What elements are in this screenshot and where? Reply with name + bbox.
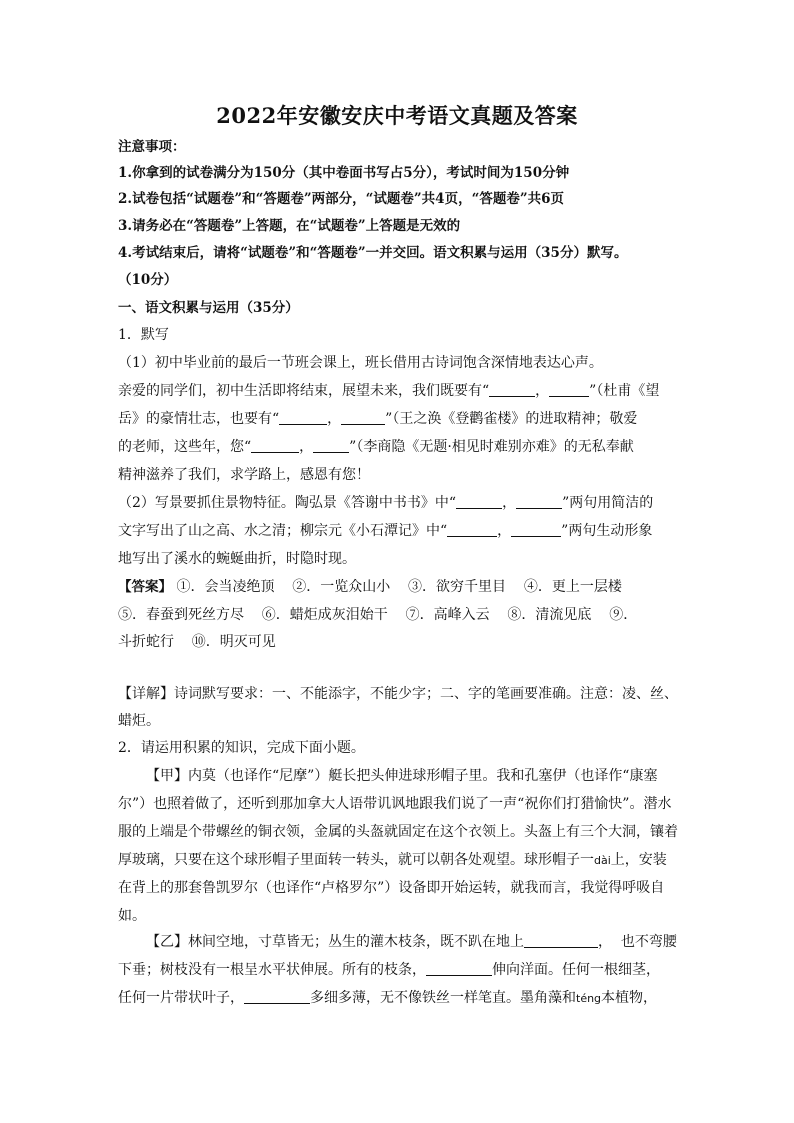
question-1-part-2-line-2: [118, 521, 678, 541]
note-3: 3.请务必在“答题卷”上答题，在“试题卷”上答题是无效的: [118, 218, 461, 234]
question-1-line-4: 精神滋养了我们，求学路上，感恩有您！: [118, 467, 370, 483]
section-heading: 一、语文积累与运用（35分）: [118, 300, 299, 316]
text: 亲爱的同学们，初中生活即将结束，展望未来，我们既要有“: [118, 383, 490, 399]
question-1-line-3: [118, 437, 678, 457]
answer-line-1: [118, 577, 678, 597]
text: 多细多薄，无不像铁丝一样笔直。墨角藻和: [310, 990, 576, 1006]
blank: [511, 522, 561, 537]
blank: [549, 382, 589, 397]
notes-heading: 注意事项：: [118, 139, 186, 155]
note-1: 1.你拿到的试卷满分为150分（其中卷面书写占5分），考试时间为150分钟: [118, 165, 570, 181]
note-2: 2.试卷包括“试题卷”和“答题卷”两部分，“试题卷”共4页，“答题卷”共6页: [118, 191, 565, 207]
text: 文字写出了山之高、水之清；柳宗元《小石潭记》中“: [118, 523, 448, 539]
text: 下垂；树枝没有一根呈水平状伸展。所有的枝条，: [118, 962, 426, 978]
passage-jia-line-3: 服的上端是个带螺丝的铜衣领，金属的头盔就固定在这个衣领上。头盔上有三个大洞，镶着: [118, 824, 678, 840]
answer-line-3: 斗折蛇行 ⑩．明灭可见: [118, 634, 276, 650]
text: 厚玻璃，只要在这个球形帽子里面转一转头，就可以朝各处观望。球形帽子一: [118, 852, 594, 868]
blank: [313, 438, 349, 453]
text: ”两句生动形象: [561, 523, 653, 539]
passage-jia-line-4: [118, 850, 678, 871]
passage-yi-line-3: [118, 988, 678, 1009]
question-1-line-1: [118, 381, 678, 401]
question-1-part-1: （1）初中毕业前的最后一节班会课上，班长借用古诗词饱含深情地表达心声。: [118, 355, 603, 371]
text: ，: [299, 439, 314, 455]
passage-jia-line-2: 尔”）也照着做了，还听到那加拿大人语带讥讽地跟我们说了一声“祝你们打猎愉快”。潜水: [118, 796, 672, 812]
text: ，: [535, 383, 550, 399]
blank: [244, 989, 310, 1004]
text: ， 也不弯腰: [598, 934, 677, 950]
text: 本植物，: [601, 990, 658, 1006]
question-1-part-2-line-1: [118, 493, 678, 513]
text: 任何一片带状叶子，: [118, 990, 244, 1006]
blank: [524, 933, 598, 948]
blank: [279, 410, 327, 425]
blank: [456, 494, 502, 509]
text: ”（杜甫《望: [589, 383, 660, 399]
blank: [516, 494, 562, 509]
detail-line-1: 【详解】诗词默写要求：一、不能添字，不能少字；二、字的笔画要准确。注意：凌、丝、: [118, 686, 678, 702]
pinyin: téng: [576, 992, 602, 1005]
text: ，: [497, 523, 512, 539]
text: ”两句用简洁的: [562, 495, 654, 511]
text: ，: [502, 495, 517, 511]
blank: [489, 382, 535, 397]
blank: [341, 410, 385, 425]
passage-jia-line-5: 在背上的那套鲁凯罗尔（也译作“卢格罗尔”）设备即开始运转，就我而言，我觉得呼吸自: [118, 880, 665, 896]
passage-yi-line-1: [146, 932, 678, 952]
blank: [447, 522, 497, 537]
question-1-part-2-line-3: 地写出了溪水的蜿蜒曲折，时隐时现。: [118, 551, 356, 567]
text: ”（王之涣《登鹳雀楼》的进取精神；敬爱: [385, 411, 638, 427]
text: ”（李商隐《无题·相见时难别亦难》的无私奉献: [349, 439, 634, 455]
blank: [426, 961, 492, 976]
text: 的老师，这些年，您“: [118, 439, 252, 455]
answer-line-2: ⑤．春蚕到死丝方尽 ⑥．蜡炬成灰泪始干 ⑦．高峰入云 ⑧．清流见底 ⑨．: [118, 607, 638, 623]
question-1-label: 1．默写: [118, 327, 169, 343]
text: 岳》的豪情壮志，也要有“: [118, 411, 280, 427]
question-2-label: 2．请运用积累的知识，完成下面小题。: [118, 740, 365, 756]
text: （2）写景要抓住景物特征。陶弘景《答谢中书书》中“: [118, 495, 457, 511]
pinyin: dài: [594, 854, 611, 867]
detail-line-2: 蜡炬。: [118, 713, 160, 729]
note-4-continued: （10分）: [118, 272, 178, 288]
blank: [251, 438, 299, 453]
text: 上，安装: [610, 852, 667, 868]
passage-jia-line-1: 【甲】内莫（也译作“尼摩”）艇长把头伸进球形帽子里。我和孔塞伊（也译作“康塞: [146, 768, 658, 784]
text: 【乙】林间空地，寸草皆无；丛生的灌木枝条，既不趴在地上: [146, 934, 524, 950]
question-1-line-2: [118, 409, 678, 429]
page-title: 2022年安徽安庆中考语文真题及答案: [216, 103, 578, 128]
answers: ①．会当凌绝顶 ②．一览众山小 ③．欲穷千里目 ④．更上一层楼: [176, 579, 622, 595]
text: ，: [327, 411, 342, 427]
passage-yi-line-2: [118, 960, 678, 980]
answer-label: 【答案】: [118, 579, 172, 595]
note-4: 4.考试结束后，请将“试题卷”和“答题卷”一并交回。语文积累与运用（35分）默写。: [118, 245, 628, 261]
text: 伸向洋面。任何一根细茎，: [492, 962, 660, 978]
passage-jia-line-6: 如。: [118, 908, 146, 924]
